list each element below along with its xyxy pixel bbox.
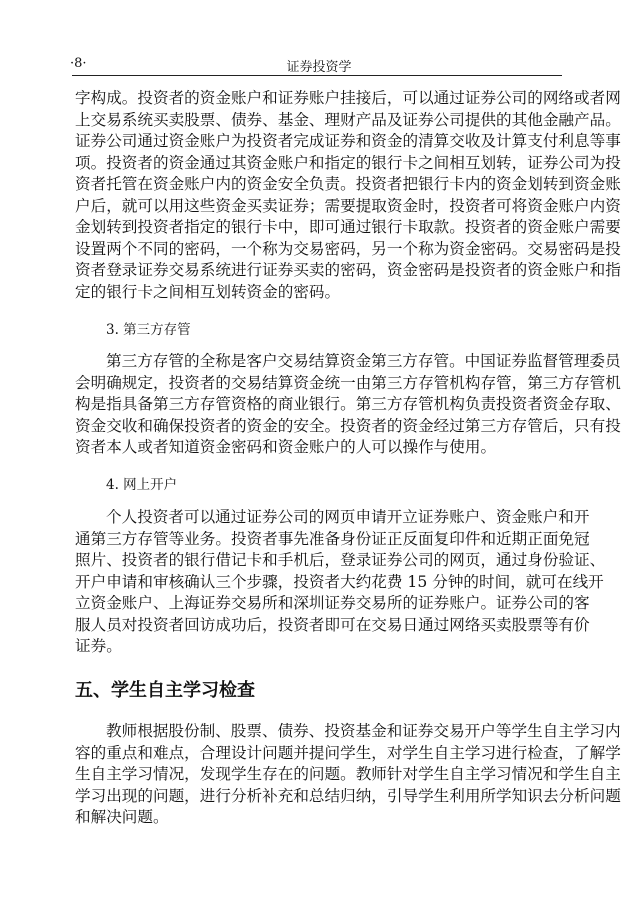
paragraph-2 [75, 351, 621, 459]
text-line: 个人投资者可以通过证券公司的网页申请开立证券账户、资金账户和开 [106, 508, 590, 526]
chapter-heading: 五、学生自主学习检查 [75, 680, 255, 701]
text-line: 资者登录证券交易系统进行证券买卖的密码，资金密码是投资者的资金账户和指 [75, 261, 621, 279]
text-line: 和解决问题。 [75, 808, 169, 826]
running-header-title: 证券投资学 [286, 60, 352, 75]
text-line: 字构成。投资者的资金账户和证券账户挂接后，可以通过证券公司的网络或者网 [75, 89, 621, 107]
page-number: ·8· [70, 56, 87, 71]
paragraph-4 [75, 721, 621, 829]
section-3-heading: 3. 第三方存管 [106, 322, 191, 338]
text-line: 金划转到投资者指定的银行卡中，即可通过银行卡取款。投资者的资金账户需要 [75, 218, 621, 236]
text-line: 服人员对投资者回访成功后，投资者即可在交易日通过网络买卖股票等有价 [75, 615, 590, 634]
text-line: 会明确规定，投资者的交易结算资金统一由第三方存管机构存管，第三方存管机 [75, 373, 621, 392]
paragraph-3 [75, 507, 606, 658]
text-line: 开户申请和审核确认三个步骤，投资者大约花费 15 分钟的时间，就可在线开 [75, 572, 604, 591]
text-line: 设置两个不同的密码，一个称为交易密码，另一个称为资金密码。交易密码是投 [75, 239, 621, 258]
text-line: 定的银行卡之间相互划转资金的密码。 [75, 282, 341, 301]
text-line: 教师根据股份制、股票、债券、投资基金和证券交易开户等学生自主学习内 [106, 722, 621, 740]
header-rule [72, 75, 562, 76]
text-line: 资金交收和确保投资者的资金的安全。投资者的资金经过第三方存管后，只有投 [75, 416, 621, 435]
text-line: 上交易系统买卖股票、债券、基金、理财产品及证券公司提供的其他金融产品。 [75, 110, 621, 129]
text-line: 通第三方存管等业务。投资者事先准备身份证正反面复印件和近期正面免冠 [75, 529, 590, 548]
text-line: 立资金账户、上海证券交易所和深圳证券交易所的证券账户。证券公司的客 [75, 594, 590, 612]
text-line: 构是指具备第三方存管资格的商业银行。第三方存管机构负责投资者资金存取、 [75, 395, 621, 413]
text-line: 证券公司通过资金账户为投资者完成证券和资金的清算交收及计算支付利息等事 [75, 132, 621, 150]
text-line: 照片、投资者的银行借记卡和手机后，登录证券公司的网页，通过身份验证、 [75, 551, 606, 569]
text-line: 学习出现的问题，进行分析补充和总结归纳，引导学生利用所学知识去分析问题 [75, 786, 621, 805]
text-line: 证券。 [75, 637, 122, 655]
text-line: 项。投资者的资金通过其资金账户和指定的银行卡之间相互划转，证券公司为投 [75, 153, 621, 172]
text-line: 容的重点和难点，合理设计问题并提问学生，对学生自主学习进行检查，了解学 [75, 743, 621, 762]
text-line: 户后，就可以用这些资金买卖证券；需要提取资金时，投资者可将资金账户内资 [75, 196, 621, 215]
text-line: 第三方存管的全称是客户交易结算资金第三方存管。中国证券监督管理委员 [106, 352, 621, 370]
text-line: 生自主学习情况，发现学生存在的问题。教师针对学生自主学习情况和学生自主 [75, 765, 621, 783]
text-line: 资者本人或者知道资金密码和资金账户的人可以操作与使用。 [75, 438, 497, 456]
text-line: 资者托管在资金账户内的资金安全负责。投资者把银行卡内的资金划转到资金账 [75, 175, 621, 193]
section-4-heading: 4. 网上开户 [106, 477, 178, 493]
paragraph-1 [75, 88, 621, 303]
